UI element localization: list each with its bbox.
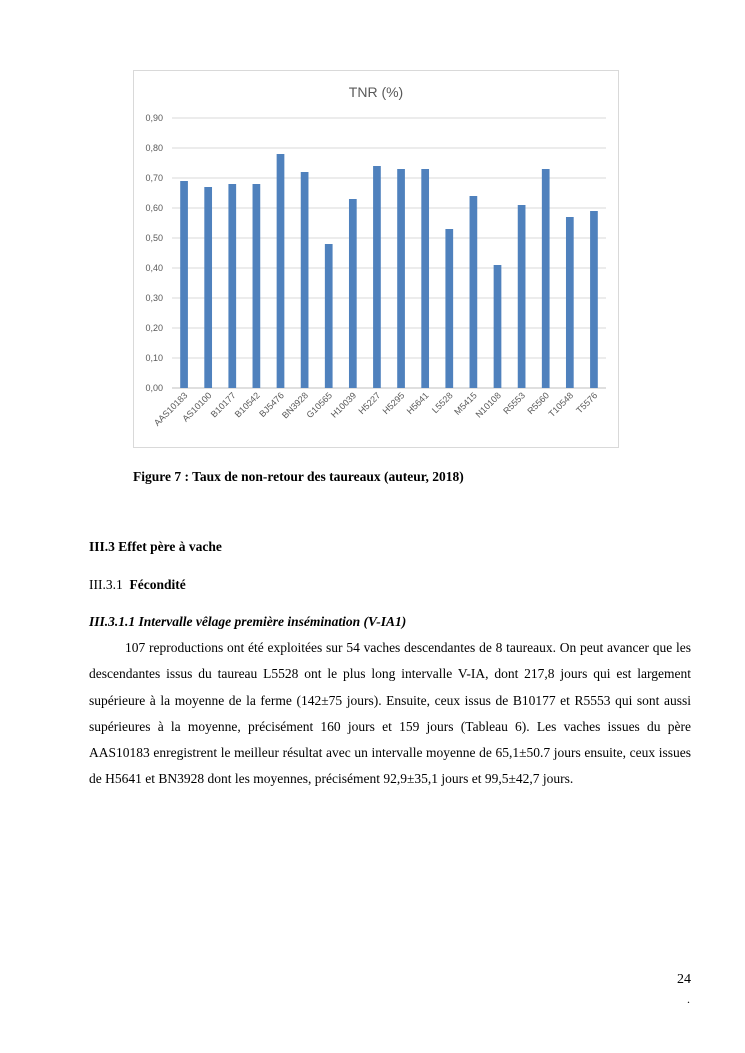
x-tick-label: BJ5476 (257, 390, 286, 420)
bar-r5560 (542, 169, 550, 388)
x-tick-label: G10565 (304, 390, 335, 421)
subsection-title: Fécondité (129, 577, 186, 592)
bar-bn3928 (301, 172, 309, 388)
x-tick-label: N10108 (473, 390, 503, 420)
x-tick-label: R5560 (525, 390, 552, 417)
x-tick-label: AS10100 (180, 390, 214, 424)
bar-h5295 (397, 169, 405, 388)
bar-g10565 (325, 244, 333, 388)
subsubsection-heading: III.3.1.1 Intervalle vêlage première insémination (V-IA1) (89, 614, 407, 629)
subsection-number: III.3.1 (89, 577, 123, 592)
bar-h5641 (421, 169, 429, 388)
y-tick-label: 0,70 (145, 173, 163, 183)
y-tick-label: 0,10 (145, 353, 163, 363)
x-tick-label: AAS10183 (151, 390, 190, 428)
bar-as10100 (204, 187, 212, 388)
body-paragraph: 107 reproductions ont été exploitées sur 54 vaches descendantes de 8 taureaux. On peut avancer que les descendantes issus du taureau L5528 ont le plus long intervalle V-IA, dont 217,8 jours qui est largement supérieure à la moyenne de la ferme (142±75 jours). Ensuite, ceux issus de B10177 et R5553 qui sont aussi supérieures à la moyenne, précisément 160 jours et 159 jours (Tableau 6). Les vaches issues du père AAS10183 enregistrent le meilleur résultat avec un intervalle moyenne de 65,1±50.7 jours ensuite, ceux issues de H5641 et BN3928 dont les moyennes, précisément 92,9±35,1 jours et 99,5±42,7 jours. (89, 640, 691, 787)
bar-bj5476 (277, 154, 285, 388)
bar-n10108 (494, 265, 502, 388)
subsection-heading (89, 577, 186, 593)
x-tick-label: L5528 (429, 390, 455, 416)
bar-l5528 (445, 229, 453, 388)
chart-canvas (134, 71, 618, 447)
x-tick-label: T10548 (546, 390, 576, 420)
x-tick-label: M5415 (452, 390, 479, 417)
figure-caption: Figure 7 : Taux de non-retour des taureaux (auteur, 2018) (133, 469, 464, 484)
x-tick-label: H5295 (380, 390, 407, 417)
x-tick-label: T5576 (574, 390, 600, 416)
bar-b10177 (228, 184, 236, 388)
bar-t5576 (590, 211, 598, 388)
bar-h5227 (373, 166, 381, 388)
bar-aas10183 (180, 181, 188, 388)
x-tick-label: H10039 (328, 390, 359, 420)
tnr-chart (133, 70, 619, 448)
bar-r5553 (518, 205, 526, 388)
x-tick-label: H5641 (404, 390, 431, 417)
y-tick-label: 0,20 (145, 323, 163, 333)
y-tick-label: 0,40 (145, 263, 163, 273)
chart-title: TNR (%) (348, 84, 404, 100)
bar-m5415 (470, 196, 478, 388)
x-tick-label: R5553 (501, 390, 528, 417)
y-tick-label: 0,80 (145, 143, 163, 153)
y-tick-label: 0,90 (145, 113, 163, 123)
y-tick-label: 0,00 (145, 383, 163, 393)
section-heading: III.3 Effet père à vache (89, 539, 222, 554)
bar-b10542 (253, 184, 261, 388)
x-tick-label: B10542 (232, 390, 262, 420)
y-tick-label: 0,60 (145, 203, 163, 213)
page-number: 24 (677, 972, 691, 987)
x-tick-label: BN3928 (279, 390, 311, 421)
bar-h10039 (349, 199, 357, 388)
y-tick-label: 0,50 (145, 233, 163, 243)
x-tick-label: H5227 (356, 390, 383, 417)
x-tick-label: B10177 (208, 390, 238, 420)
bar-t10548 (566, 217, 574, 388)
y-tick-label: 0,30 (145, 293, 163, 303)
page-dot: . (687, 992, 690, 1006)
